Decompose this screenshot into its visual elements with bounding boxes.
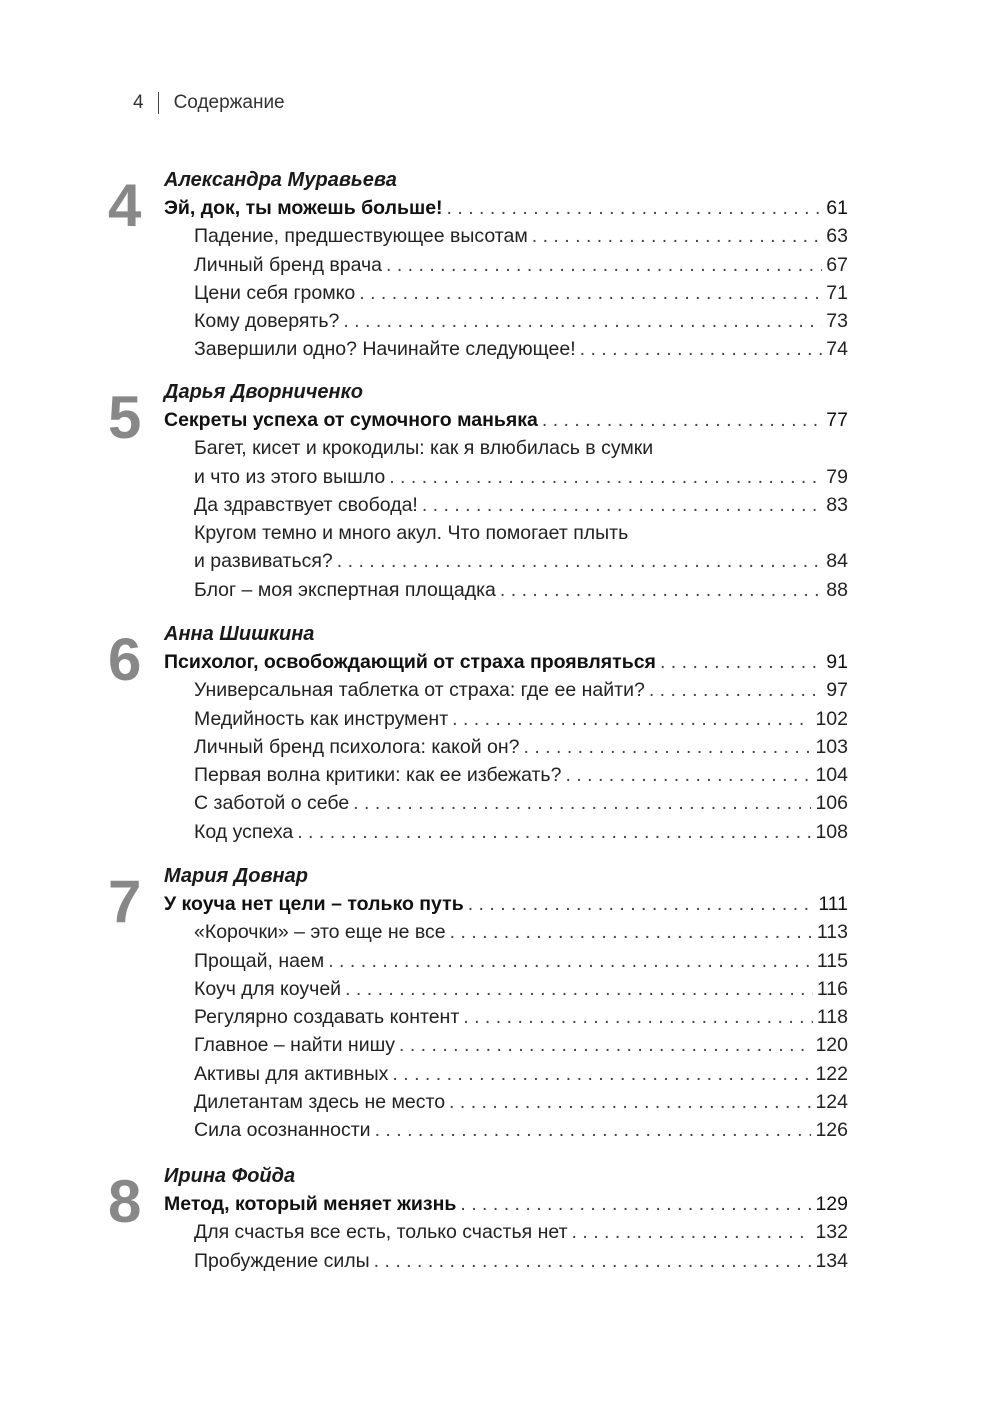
dot-leader: [392, 1060, 811, 1088]
dot-leader: [649, 676, 822, 704]
dot-leader: [500, 576, 822, 604]
section-number: 7: [108, 868, 141, 935]
toc-subentry[interactable]: [0, 1031, 848, 1059]
toc-subentry[interactable]: [0, 547, 848, 575]
toc-entry-title: и что из этого вышло: [194, 465, 386, 488]
toc-entry-title: Прощай, наем: [194, 949, 325, 972]
header-divider: [158, 92, 159, 114]
dot-leader: [359, 279, 822, 307]
running-title: Содержание: [173, 92, 285, 113]
toc-subentry[interactable]: [0, 1060, 848, 1088]
dot-leader: [565, 761, 811, 789]
toc-entry-title: Блог – моя экспертная площадка: [194, 578, 496, 601]
toc-entry-title: Дилетантам здесь не место: [194, 1091, 446, 1114]
toc-subentry[interactable]: [0, 1247, 848, 1275]
dot-leader: [460, 1190, 811, 1218]
toc-subentry[interactable]: [0, 761, 848, 789]
dot-leader: [572, 1218, 812, 1246]
toc-entry-page: 97: [826, 679, 848, 702]
dot-leader: [345, 975, 813, 1003]
toc-entry-title: Регулярно создавать контент: [194, 1006, 460, 1029]
toc-entry-page: 124: [815, 1091, 848, 1114]
toc-subentry[interactable]: [0, 975, 848, 1003]
section-entries: [0, 890, 1000, 1145]
toc-entry-title: Падение, предшествующее высотам: [194, 225, 528, 248]
toc-entry-title: У коуча нет цели – только путь: [164, 893, 464, 915]
toc-entry-title: Код успеха: [194, 820, 294, 843]
toc-entry-page: 108: [815, 820, 848, 843]
toc-subentry[interactable]: [0, 818, 848, 846]
section-author: Мария Довнар: [164, 865, 308, 887]
toc-entry-title: Да здравствует свобода!: [194, 493, 418, 516]
dot-leader: [386, 251, 822, 279]
dot-leader: [399, 1031, 811, 1059]
toc-chapter-entry[interactable]: [0, 890, 848, 918]
dot-leader: [422, 491, 822, 519]
dot-leader: [580, 335, 823, 363]
toc-entry-page: 91: [826, 651, 848, 673]
toc-entry-title: Метод, который меняет жизнь: [164, 1193, 457, 1215]
dot-leader: [328, 947, 813, 975]
toc-entry-title-line: [0, 434, 848, 462]
toc-entry-title: Пробуждение силы: [194, 1249, 370, 1272]
toc-entry-title: Кругом темно и много акул. Что помогает плыть: [194, 522, 629, 545]
toc-entry-page: 106: [815, 792, 848, 815]
dot-leader: [375, 1116, 812, 1144]
toc-entry-title: Завершили одно? Начинайте следующее!: [194, 338, 576, 361]
toc-entry-title: Личный бренд психолога: какой он?: [194, 735, 520, 758]
dot-leader: [463, 1003, 813, 1031]
section-entries: [0, 194, 1000, 364]
page-number: 4: [133, 92, 144, 113]
toc-entry-title: Первая волна критики: как ее избежать?: [194, 764, 562, 787]
toc-subentry[interactable]: [0, 491, 848, 519]
dot-leader: [452, 705, 811, 733]
toc-entry-title: С заботой о себе: [194, 792, 350, 815]
toc-entry-page: 116: [816, 977, 848, 1000]
toc-entry-page: 126: [815, 1119, 848, 1142]
toc-subentry[interactable]: [0, 1116, 848, 1144]
dot-leader: [353, 789, 811, 817]
toc-chapter-entry[interactable]: [0, 194, 848, 222]
toc-chapter-entry[interactable]: [0, 1190, 848, 1218]
toc-entry-title: Сила осознанности: [194, 1119, 371, 1142]
dot-leader: [297, 818, 811, 846]
section-author: Анна Шишкина: [164, 623, 315, 645]
toc-entry-title: Медийность как инструмент: [194, 707, 449, 730]
toc-subentry[interactable]: [0, 335, 848, 363]
toc-entry-page: 77: [826, 409, 848, 431]
toc-subentry[interactable]: [0, 1218, 848, 1246]
toc-entry-page: 84: [826, 550, 848, 573]
dot-leader: [374, 1247, 812, 1275]
toc-chapter-entry[interactable]: [0, 406, 848, 434]
toc-subentry[interactable]: [0, 576, 848, 604]
toc-entry-title: Психолог, освобождающий от страха проявляться: [164, 651, 656, 673]
toc-subentry[interactable]: [0, 307, 848, 335]
toc-chapter-entry[interactable]: [0, 648, 848, 676]
toc-entry-title: «Корочки» – это еще не все: [194, 921, 446, 944]
toc-entry-page: 74: [826, 338, 848, 361]
toc-entry-title: Активы для активных: [194, 1062, 389, 1085]
section-author: Ирина Фойда: [164, 1165, 296, 1187]
toc-subentry[interactable]: [0, 463, 848, 491]
toc-subentry[interactable]: [0, 279, 848, 307]
toc-entry-title: Цени себя громко: [194, 281, 356, 304]
toc-entry-page: 104: [815, 764, 848, 787]
toc-subentry[interactable]: [0, 251, 848, 279]
dot-leader: [337, 547, 823, 575]
toc-entry-title: Багет, кисет и крокодилы: как я влюбилась в сумки: [194, 437, 654, 460]
toc-entry-page: 129: [815, 1193, 848, 1215]
toc-entry-title: Коуч для коучей: [194, 977, 342, 1000]
toc-entry-title: Для счастья все есть, только счастья нет: [194, 1221, 568, 1244]
toc-entry-page: 61: [826, 197, 848, 219]
toc-entry-page: 120: [815, 1034, 848, 1057]
toc-subentry[interactable]: [0, 1003, 848, 1031]
section-author: Дарья Дворниченко: [164, 381, 363, 403]
dot-leader: [343, 307, 822, 335]
toc-subentry[interactable]: [0, 789, 848, 817]
toc-entry-title: Универсальная таблетка от страха: где ее найти?: [194, 679, 645, 702]
toc-entry-page: 73: [826, 310, 848, 333]
toc-entry-page: 88: [826, 578, 848, 601]
section-entries: [0, 406, 1000, 604]
toc-entry-title: Кому доверять?: [194, 310, 340, 333]
toc-entry-page: 111: [818, 893, 848, 915]
section-entries: [0, 648, 1000, 846]
dot-leader: [660, 648, 822, 676]
dot-leader: [447, 194, 823, 222]
toc-entry-page: 102: [815, 707, 848, 730]
toc-entry-title: и развиваться?: [194, 550, 333, 573]
toc-subentry[interactable]: [0, 705, 848, 733]
section-entries: [0, 1190, 1000, 1275]
dot-leader: [450, 918, 813, 946]
toc-entry-page: 83: [826, 493, 848, 516]
dot-leader: [542, 406, 822, 434]
toc-entry-page: 71: [826, 281, 848, 304]
toc-entry-page: 122: [815, 1062, 848, 1085]
dot-leader: [524, 733, 812, 761]
section-number: 8: [108, 1168, 141, 1235]
toc-entry-title: Секреты успеха от сумочного маньяка: [164, 409, 538, 431]
toc-entry-page: 113: [816, 921, 848, 944]
toc-entry-page: 118: [816, 1006, 848, 1029]
toc-entry-title: Главное – найти нишу: [194, 1034, 395, 1057]
toc-entry-page: 103: [815, 735, 848, 758]
toc-entry-page: 67: [826, 253, 848, 276]
toc-entry-title: Эй, док, ты можешь больше!: [164, 197, 443, 219]
section-author: Александра Муравьева: [164, 169, 397, 191]
toc-entry-page: 79: [826, 465, 848, 488]
toc-entry-title: Личный бренд врача: [194, 253, 382, 276]
toc-entry-page: 132: [815, 1221, 848, 1244]
toc-entry-page: 63: [826, 225, 848, 248]
dot-leader: [468, 890, 815, 918]
toc-subentry[interactable]: [0, 1088, 848, 1116]
section-number: 6: [108, 626, 141, 693]
toc-subentry[interactable]: [0, 222, 848, 250]
toc-subentry[interactable]: [0, 733, 848, 761]
toc-subentry[interactable]: [0, 918, 848, 946]
running-head: [133, 92, 285, 114]
toc-subentry[interactable]: [0, 947, 848, 975]
section-number: 5: [108, 384, 141, 451]
toc-entry-title-line: [0, 519, 848, 547]
section-number: 4: [108, 172, 141, 239]
toc-entry-page: 134: [815, 1249, 848, 1272]
dot-leader: [449, 1088, 811, 1116]
toc-entry-page: 115: [816, 949, 848, 972]
dot-leader: [389, 463, 822, 491]
toc-subentry[interactable]: [0, 676, 848, 704]
dot-leader: [532, 222, 823, 250]
